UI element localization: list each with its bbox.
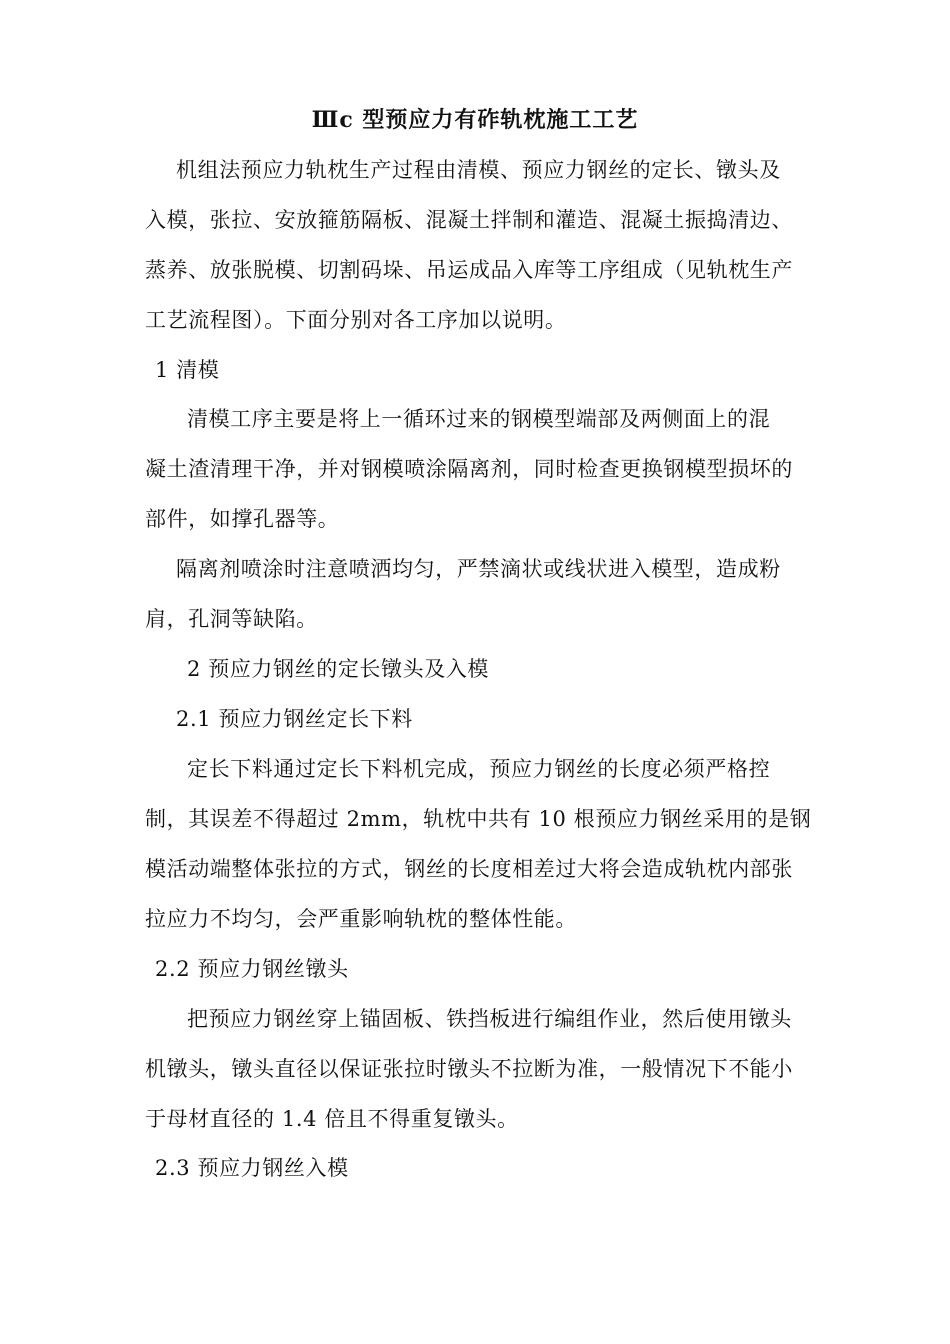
section-1-heading: 1 清模: [155, 358, 220, 382]
intro-line-2: 入模，张拉、安放箍筋隔板、混凝土拌制和灌造、混凝土振捣清边、: [145, 208, 793, 232]
intro-line-4: 工艺流程图）。下面分别对各工序加以说明。: [145, 308, 567, 332]
section-1-para-2-line-1: 隔离剂喷涂时注意喷洒均匀，严禁滴状或线状进入模型，造成粉: [176, 557, 781, 581]
section-2-2-line-3: 于母材直径的 1.4 倍且不得重复镦头。: [145, 1107, 519, 1131]
section-2-1-line-3: 模活动端整体张拉的方式，钢丝的长度相差过大将会造成轨枕内部张: [145, 857, 793, 881]
section-2-2-line-2: 机镦头，镦头直径以保证张拉时镦头不拉断为准，一般情况下不能小: [145, 1057, 793, 1081]
section-2-2-heading: 2.2 预应力钢丝镦头: [155, 957, 349, 981]
section-1-para-1-line-2: 凝土渣清理干净，并对钢模喷涂隔离剂，同时检查更换钢模型损坏的: [145, 457, 793, 481]
section-1-para-2-line-2: 肩，孔洞等缺陷。: [145, 607, 318, 631]
intro-line-3: 蒸养、放张脱模、切割码垛、吊运成品入库等工序组成（见轨枕生产: [145, 258, 793, 282]
section-1-para-1-line-1: 清模工序主要是将上一循环过来的钢模型端部及两侧面上的混: [187, 407, 771, 431]
document-title: Ⅲc 型预应力有砟轨枕施工工艺: [311, 107, 639, 133]
intro-line-1: 机组法预应力轨枕生产过程由清模、预应力钢丝的定长、镦头及: [176, 158, 781, 182]
section-1-para-1-line-3: 部件，如撑孔器等。: [145, 507, 340, 531]
section-2-2-line-1: 把预应力钢丝穿上锚固板、铁挡板进行编组作业，然后使用镦头: [187, 1007, 792, 1031]
section-2-1-line-4: 拉应力不均匀，会严重影响轨枕的整体性能。: [145, 907, 577, 931]
section-2-1-heading: 2.1 预应力钢丝定长下料: [176, 707, 413, 731]
section-2-1-line-1: 定长下料通过定长下料机完成，预应力钢丝的长度必须严格控: [187, 757, 771, 781]
section-2-3-heading: 2.3 预应力钢丝入模: [155, 1156, 349, 1180]
section-2-heading: 2 预应力钢丝的定长镦头及入模: [187, 657, 490, 681]
section-2-1-line-2: 制，其误差不得超过 2mm，轨枕中共有 10 根预应力钢丝采用的是钢: [145, 807, 812, 831]
